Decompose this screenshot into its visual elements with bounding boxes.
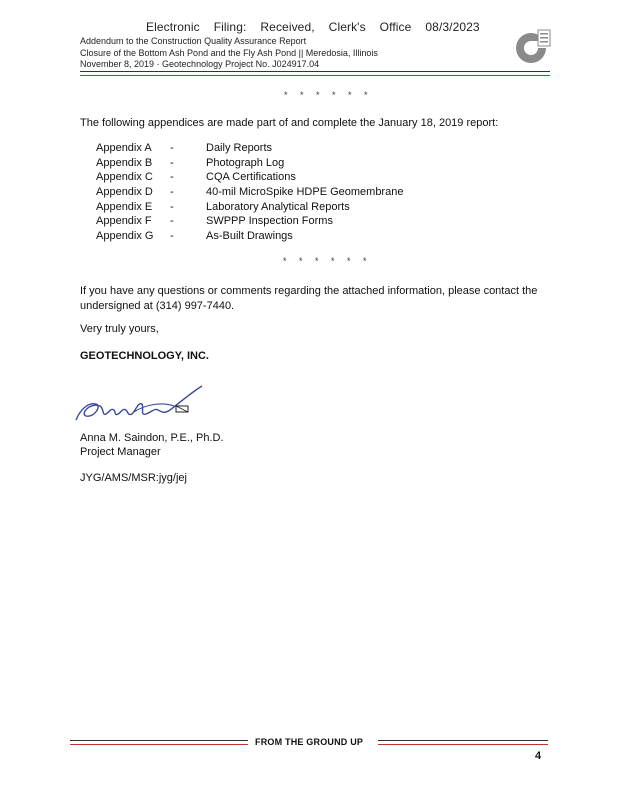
signature-icon <box>66 380 206 428</box>
appendix-dash: - <box>170 156 174 169</box>
contact-paragraph: If you have any questions or comments regarding the attached information, please contact the undersigned at (314) 997-7440. <box>80 285 538 312</box>
filing-word: Electronic <box>146 20 200 34</box>
appendix-label: Appendix D <box>96 186 153 199</box>
appendix-dash: - <box>170 215 174 228</box>
appendix-label: Appendix F <box>96 215 152 228</box>
appendix-title: Daily Reports <box>206 142 273 154</box>
appendix-label: Appendix G <box>96 230 154 243</box>
footer-rule-left <box>70 740 248 741</box>
appendix-label: Appendix A <box>96 142 152 154</box>
separator-stars: * * * * * * <box>283 256 372 266</box>
footer-rule-right-accent <box>378 744 548 745</box>
appendix-dash: - <box>170 230 174 243</box>
footer-tagline: FROM THE GROUND UP <box>255 737 364 747</box>
appendix-title: 40-mil MicroSpike HDPE Geomembrane <box>206 186 404 199</box>
appendix-title: Laboratory Analytical Reports <box>206 200 350 213</box>
header-rule-accent <box>80 75 550 76</box>
filing-word: Filing: <box>213 20 247 34</box>
header-line-3: November 8, 2019 · Geotechnology Project No. J024917.04 <box>80 59 320 69</box>
footer-rule-left-accent <box>70 744 248 745</box>
appendix-title: SWPPP Inspection Forms <box>206 215 333 228</box>
filing-date: 08/3/2023 <box>425 20 480 34</box>
appendix-dash: - <box>170 142 174 154</box>
header-line-2: Closure of the Bottom Ash Pond and the Fly Ash Pond || Meredosia, Illinois <box>80 48 378 58</box>
filing-word: Office <box>379 20 412 34</box>
appendix-title: Photograph Log <box>206 156 285 169</box>
appendix-title: CQA Certifications <box>206 171 296 184</box>
reference-initials: JYG/AMS/MSR:jyg/jej <box>80 472 187 484</box>
appendix-title: As-Built Drawings <box>206 230 293 243</box>
appendix-label: Appendix B <box>96 156 153 169</box>
appendix-dash: - <box>170 186 174 199</box>
filing-word: Clerk's <box>328 20 366 34</box>
appendix-dash: - <box>170 171 174 184</box>
header-line-1: Addendum to the Construction Quality Assurance Report <box>80 36 307 46</box>
appendix-label: Appendix E <box>96 200 153 213</box>
signer-name: Anna M. Saindon, P.E., Ph.D. <box>80 432 224 444</box>
company-logo-icon <box>514 28 552 66</box>
signer-role: Project Manager <box>80 446 161 458</box>
footer-rule-right <box>378 740 548 741</box>
filing-stamp <box>146 20 494 34</box>
closing: Very truly yours, <box>80 323 159 335</box>
company-name: GEOTECHNOLOGY, INC. <box>80 350 209 362</box>
filing-word: Received, <box>260 20 315 34</box>
appendix-intro: The following appendices are made part of and complete the January 18, 2019 report: <box>80 117 499 129</box>
appendix-label: Appendix C <box>96 171 153 184</box>
separator-stars: * * * * * * <box>284 90 373 100</box>
header-rule <box>80 71 550 72</box>
appendix-dash: - <box>170 200 174 213</box>
page-number: 4 <box>535 750 542 762</box>
